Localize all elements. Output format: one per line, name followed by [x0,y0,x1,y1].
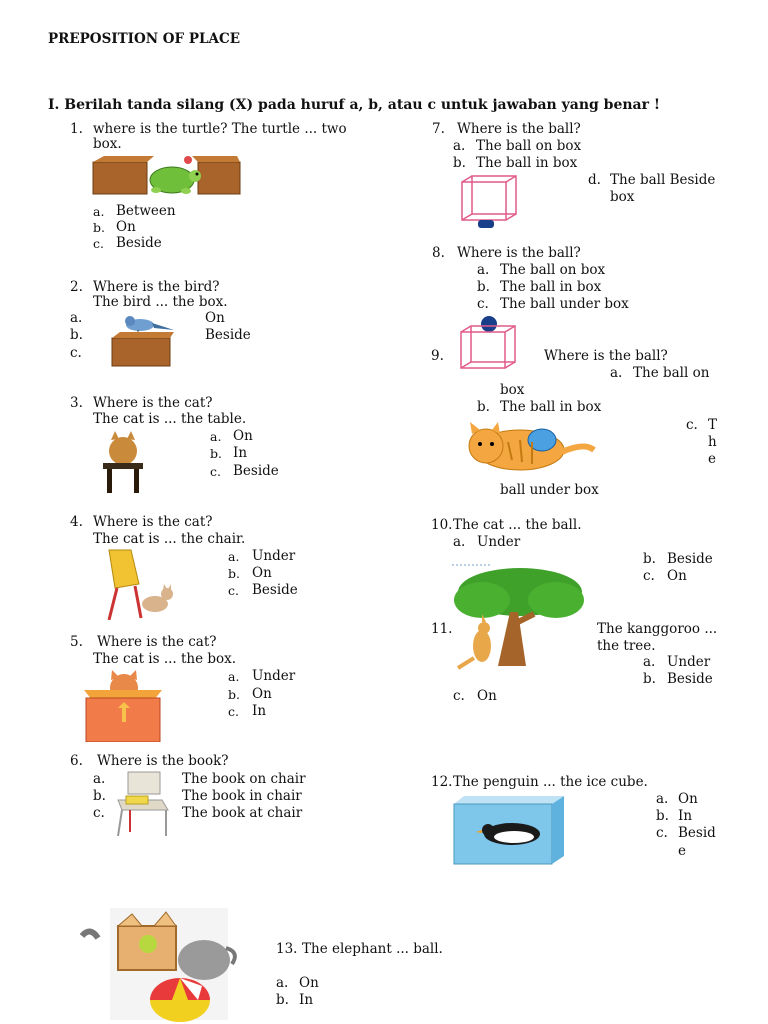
penguin-in-ice-cube-image [452,794,568,866]
instruction: I. Berilah tanda silang (X) pada huruf a, b, atau c untuk jawaban yang benar ! [48,97,661,113]
option-a[interactable]: On [205,310,225,326]
question-text: Where is the ball? [544,348,668,364]
option-b[interactable]: On [252,686,272,702]
option-b-label: b. [477,279,490,295]
question-text: Where is the cat? [97,634,217,650]
question-text: Where is the book? [97,753,229,769]
option-c[interactable]: Beside [233,463,279,479]
option-b[interactable]: Beside [667,551,713,567]
question-text: Where is the bird? [93,279,220,295]
option-c-label: c. [643,568,655,584]
option-c[interactable]: Beside [116,235,162,251]
question-number: 10. [431,517,453,533]
question-text-cont: The cat is ... the chair. [93,531,246,547]
option-c[interactable]: In [252,703,267,719]
box-elephant-ball-image [80,908,240,1024]
cat-in-box-image [84,670,162,742]
option-b-label: b. [643,671,656,687]
question-text: Where is the cat? [93,514,213,530]
option-b[interactable]: The ball in box [500,399,602,415]
option-c-label: c. [93,236,104,251]
option-b-label: b. [453,155,466,171]
option-c-h: h [708,434,717,450]
question-number: 4. [70,514,83,530]
option-b-label: b. [643,551,656,567]
option-b[interactable]: Beside [205,327,251,343]
option-a-label: a. [453,534,466,550]
option-c-label: c. [686,417,698,433]
question-text-cont: The cat is ... the table. [93,411,247,427]
question-number: 11. [431,621,453,637]
question-text: The cat ... the ball. [453,517,582,533]
option-b[interactable]: The ball in box [500,279,602,295]
question-number: 3. [70,395,83,411]
option-d[interactable]: The ball Beside [610,172,716,188]
option-a-label: a. [643,654,656,670]
option-a[interactable]: On [233,428,253,444]
question-number: 12. [431,774,453,790]
option-a[interactable]: Under [252,548,296,564]
question-text: Where is the cat? [93,395,213,411]
option-b-label: b. [70,327,83,343]
book-on-chair-image [112,770,172,836]
option-a[interactable]: Under [667,654,711,670]
option-c-label: c. [93,805,105,821]
turtle-between-boxes-image [92,152,242,198]
option-c-label: c. [477,296,489,312]
question-number: 5. [70,634,83,650]
option-b[interactable]: In [678,808,693,824]
question-number: 8. [432,245,445,261]
option-b-label: b. [228,687,240,702]
question-text-cont: box. [93,136,122,152]
option-c-label: c. [228,704,239,719]
option-a[interactable]: The ball on box [476,138,582,154]
option-c-e: e [708,451,716,467]
option-c[interactable]: Besid [678,825,716,841]
option-c-label: c. [210,464,221,479]
option-a[interactable]: Under [477,534,521,550]
bird-on-box-image [110,312,176,368]
option-a[interactable]: The book on chair [182,771,306,787]
question-text: Where is the ball? [457,245,581,261]
option-d-cont: box [610,189,635,205]
option-c-t[interactable]: T [708,417,718,433]
option-c-label: c. [656,825,668,841]
option-a-label: a. [228,549,240,564]
option-a-label: a. [70,310,83,326]
question-text: The penguin ... the ice cube. [453,774,648,790]
option-c[interactable]: The book at chair [182,805,303,821]
option-a[interactable]: On [678,791,698,807]
option-d-label: d. [588,172,601,188]
option-c[interactable]: On [667,568,687,584]
question-text-cont: The bird ... the box. [93,294,228,310]
option-b-label: b. [210,446,222,461]
ball-under-box-image [460,174,520,230]
option-b-label: b. [276,992,289,1008]
option-a[interactable]: Between [116,203,176,219]
option-c[interactable]: The ball under box [500,296,629,312]
option-c[interactable]: On [477,688,497,704]
question-number: 2. [70,279,83,295]
option-b-label: b. [93,220,105,235]
option-a-label: a. [656,791,669,807]
option-a-cont: box [500,382,525,398]
option-c-cont: e [678,843,686,859]
option-b-label: b. [477,399,490,415]
cat-on-table-image [95,431,151,493]
option-a-label: a. [228,669,240,684]
option-a-label: a. [477,262,490,278]
option-a[interactable]: The ball on box [500,262,606,278]
question-text: Where is the ball? [457,121,581,137]
option-a-label: a. [210,429,222,444]
option-a[interactable]: Under [252,668,296,684]
question-number: 1. [70,121,83,137]
option-b-label: b. [93,788,106,804]
question-text: The elephant ... ball. [302,941,443,957]
option-b[interactable]: The ball in box [476,155,578,171]
option-a-label: a. [93,771,106,787]
option-c-label: c. [70,345,82,361]
option-c-cont: ball under box [500,482,599,498]
option-b[interactable]: In [299,992,314,1008]
option-b[interactable]: The book in chair [182,788,302,804]
option-a-label: a. [453,138,466,154]
option-a-label: a. [610,365,623,381]
option-b-label: b. [228,566,240,581]
page-title: PREPOSITION OF PLACE [48,31,240,47]
option-a-label: a. [93,204,105,219]
question-text-cont: the tree. [597,638,656,654]
option-b[interactable]: Beside [667,671,713,687]
option-b[interactable]: On [116,219,136,235]
option-b-label: b. [656,808,669,824]
question-number: 7. [432,121,445,137]
option-c[interactable]: Beside [252,582,298,598]
kangaroo-under-tree-image [452,562,586,672]
question-text: where is the turtle? The turtle ... two [93,121,347,137]
option-a[interactable]: On [299,975,319,991]
option-a[interactable]: The ball on [633,365,710,381]
question-number: 6. [70,753,83,769]
cat-with-ball-image [458,420,598,476]
ball-on-box-image [455,316,517,370]
question-number: 9. [431,348,444,364]
question-text: The kanggoroo ... [597,621,718,637]
cat-beside-chair-image [105,548,173,620]
question-text-cont: The cat is ... the box. [93,651,237,667]
option-a-label: a. [276,975,289,991]
option-b[interactable]: In [233,445,248,461]
option-c-label: c. [228,583,239,598]
option-c-label: c. [453,688,465,704]
option-b[interactable]: On [252,565,272,581]
question-number: 13. [276,941,298,957]
